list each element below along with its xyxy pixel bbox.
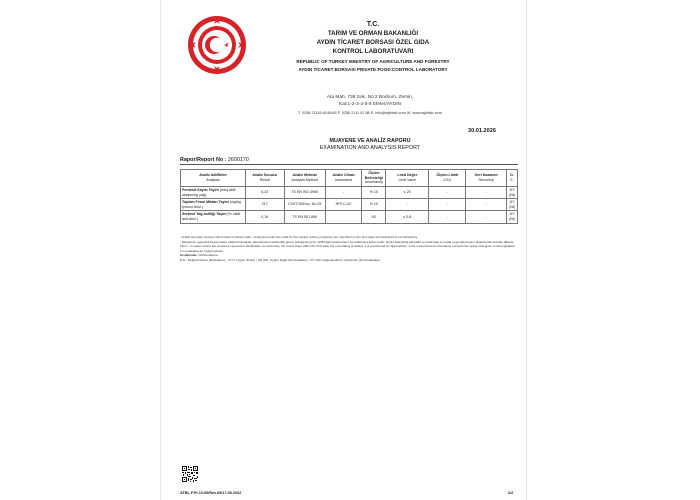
cell-analysis: Toplam Fenol Miktarı Tayini (mg/kg tyrosol cinsi.) — [181, 199, 246, 211]
report-number-value: 2600170 — [227, 157, 249, 163]
cell-instrument: HPLC-UV — [325, 199, 362, 211]
col-instrument: Analiz Cihazı Instrument — [325, 170, 362, 187]
cell-instrument — [325, 211, 362, 223]
form-code: ATBL.F.Pr.10.05/Rev.05/17.08.2022 — [180, 491, 242, 495]
cell-de: DY (Nt) — [507, 199, 518, 211]
page-number: 2/2 — [508, 491, 514, 495]
col-de: D. E. — [507, 170, 518, 187]
cell-de: DY (Nt) — [507, 187, 518, 199]
cell-limit: ≤ 0,8 — [386, 211, 429, 223]
contact-line: T. 0256 2116140/46/46 F. 0256 2111 01 88 E. info@aytblab.com W. www.aytblab.com — [298, 111, 442, 115]
results-table — [180, 169, 518, 224]
col-recovery: Geri Kazanım Recovery — [466, 170, 507, 187]
table-row — [181, 199, 518, 211]
cell-uncertainty: %2 — [362, 211, 386, 223]
cell-analysis: Peroksit Sayısı Tayini (meq aktif oksijen/kg yağ) — [181, 187, 246, 199]
page-edge-right — [526, 0, 527, 500]
cell-analysis: Serbest Yağ Asitliği Tayini (% oleik asit cinsi.) — [181, 211, 246, 223]
header-en-lab: AYDIN TICARET BORSASI PRIVATE FOOD CONTROL LABORATORY — [298, 67, 448, 72]
cell-instrument: - — [325, 187, 362, 199]
col-loq: Ölçüm Limiti LOQ — [429, 170, 466, 187]
col-analysis: Analiz Adı/Birim Analysis — [181, 170, 246, 187]
cell-method: COI/T.20/Doc. No.29 — [284, 199, 325, 211]
table-row — [181, 187, 518, 199]
cell-recovery: - — [466, 187, 507, 199]
header-lab-name-2: KONTROL LABORATUVARI — [332, 48, 414, 55]
report-date: 30.01.2026 — [468, 128, 496, 134]
address-line-1: Ata Mah. 738 Sok. No:2 Bodrum, Zemin, — [326, 95, 414, 100]
report-title-en: EXAMINATION AND ANALYSIS REPORT — [319, 145, 421, 151]
cell-recovery: - — [466, 211, 507, 223]
cell-uncertainty: % 10 — [362, 199, 386, 211]
cell-loq: - — [429, 211, 466, 223]
cell-loq: - — [429, 199, 466, 211]
cell-result: 6,22 — [245, 187, 284, 199]
cell-limit: - — [386, 199, 429, 211]
table-header-row — [181, 170, 518, 187]
header-ministry: TARIM VE ORMAN BAKANLIĞI — [327, 30, 419, 37]
cell-loq: - — [429, 187, 466, 199]
cell-recovery: - — [466, 199, 507, 211]
header-tc: T.C. — [366, 21, 380, 28]
divider — [180, 164, 518, 165]
qr-code-icon — [182, 466, 198, 482]
col-method: Analiz Metodu Analysis Method — [284, 170, 325, 187]
ministry-logo-icon — [186, 14, 248, 76]
cell-method: TS EN ISO 3960 — [284, 187, 325, 199]
cell-result: 217 — [245, 199, 284, 211]
address-line-2: Kat:1-2-3-4-5-6 Efeler/AYDIN — [338, 102, 402, 107]
page-edge-left — [160, 0, 161, 500]
report-notes — [180, 235, 518, 263]
header-lab-name: AYDIN TİCARET BORSASI ÖZEL GIDA — [316, 39, 430, 46]
header-en-ministry: REPUBLIC OF TURKEY MINISTRY OF AGRICULTURE AND FORESTRY — [296, 59, 450, 64]
report-number — [180, 157, 249, 163]
cell-uncertainty: % 10 — [362, 187, 386, 199]
cell-result: 0,16 — [245, 211, 284, 223]
report-number-label: Rapor/Report No : — [180, 157, 227, 163]
col-limit: Limit Değer Limit Value — [386, 170, 429, 187]
abbrev-text: D.E.: Değerlendirme (Evaluation) - U(Y): Uygun (Pass) - UD (Nt): Uygun Değil (Not Available) - DY (Nt): Değerlendirme Yapılamaz (Not Evaluable) — [180, 257, 381, 262]
note-2: - Müşterinin uygunluk beyanı talep ettiği durumlarda, laboratuvarın belirlediği güven aralığında (k=2, %95) ilgili parametreler için kabuluna karar verilir; ölçüm belirsizliği altındaki ve üstündeki sonuçlar uygunluk beyanı değerlendirmesinde dikkate alınır. / In cases where the customer requests a declaration of conformity, the result stays within the limit after the uncertainty is added, it is considered as 'appropriate'; if the measurement uncertainty exceeds the upper limit given in the legislation, it is evaluated as 'inappropriate'. — [180, 239, 517, 253]
abbrev-heading: Kısaltmalar / Abbreviations — [180, 253, 218, 258]
cell-de: DY (Nt) — [507, 211, 518, 223]
col-uncertainty: Ölçüm Belirsizliği Uncertainty — [362, 170, 386, 187]
cell-limit: ≤ 20 — [386, 187, 429, 199]
col-result: Analiz Sonucu Result — [245, 170, 284, 187]
cell-method: TS EN ISO 660 — [284, 211, 325, 223]
report-title-tr: MUAYENE VE ANALİZ RAPORU — [329, 138, 411, 144]
note-1: - Analiz sonuçları deneye tabi tutulan örneklere aittir. / Analysis results are valid for the sample whose properties are specified on the first page and delivered to our laboratory. — [180, 235, 418, 239]
table-row — [181, 211, 518, 223]
